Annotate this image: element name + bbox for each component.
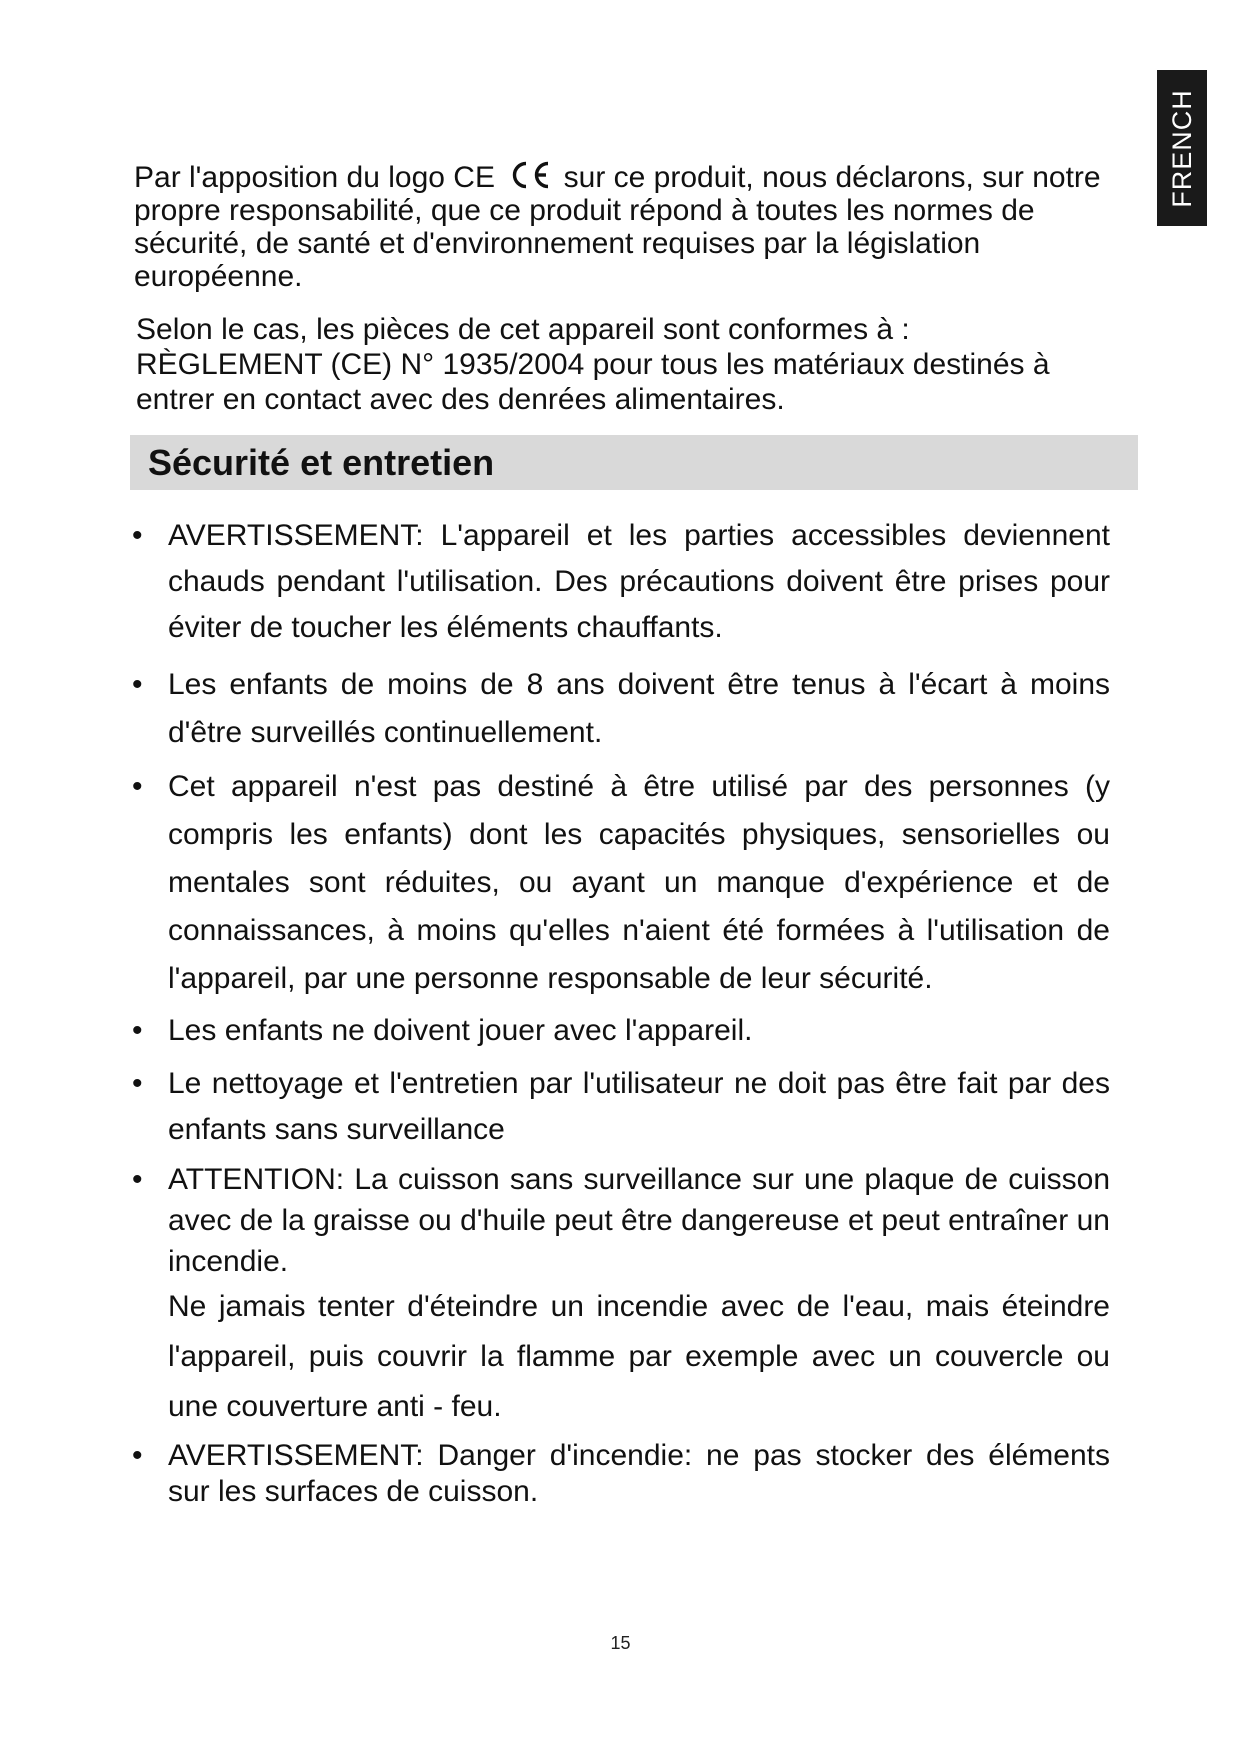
regulation-line-2: RÈGLEMENT (CE) N° 1935/2004 pour tous les matériaux destinés à entrer en contact avec des denrées alimentaires.: [136, 348, 1050, 416]
bullet-icon: •: [132, 1163, 143, 1196]
list-item: [130, 1061, 1110, 1153]
section-title: Sécurité et entretien: [148, 441, 495, 483]
bullet-icon: •: [132, 668, 143, 701]
list-item: [130, 763, 1110, 1003]
section-header: [130, 435, 1138, 490]
ce-declaration-start: Par l'apposition du logo CE: [134, 161, 495, 194]
ce-mark-icon: [507, 160, 551, 190]
list-item-followup: Ne jamais tenter d'éteindre un incendie avec de l'eau, mais éteindre l'appareil, puis couvrir la flamme par exemple avec un couvercle ou une couverture anti - feu.: [168, 1290, 1110, 1423]
list-item-text: ATTENTION: La cuisson sans surveillance sur une plaque de cuisson avec de la graisse ou d'huile peut être dangereuse et peut entraîner un incendie.: [168, 1163, 1110, 1278]
list-item-text: AVERTISSEMENT: Danger d'incendie: ne pas stocker des éléments sur les surfaces de cuisson.: [168, 1439, 1110, 1508]
list-item-text: AVERTISSEMENT: L'appareil et les parties accessibles deviennent chauds pendant l'utilisation. Des précautions doivent être prises pour éviter de toucher les éléments chauffants.: [168, 519, 1110, 644]
list-item-text: Les enfants de moins de 8 ans doivent être tenus à l'écart à moins d'être surveillés continuellement.: [168, 668, 1110, 749]
regulation-line-1: Selon le cas, les pièces de cet appareil sont conformes à :: [136, 313, 910, 346]
safety-list: [130, 513, 1110, 1510]
list-item: [130, 1438, 1110, 1510]
list-item-text: Le nettoyage et l'entretien par l'utilisateur ne doit pas être fait par des enfants sans surveillance: [168, 1067, 1110, 1146]
language-tab: [1157, 70, 1207, 226]
bullet-icon: •: [132, 1439, 143, 1472]
list-item: [130, 1159, 1110, 1432]
list-item: [130, 1011, 1110, 1051]
ce-declaration-rest: sur ce produit, nous déclarons, sur notre propre responsabilité, que ce produit répond à toutes les normes de sécurité, de santé et d'environnement requises par la législation européenne.: [134, 161, 1101, 293]
list-item: [130, 661, 1110, 757]
bullet-icon: •: [132, 519, 143, 552]
list-item-text: Les enfants ne doivent jouer avec l'appareil.: [168, 1014, 753, 1047]
bullet-icon: •: [132, 770, 143, 803]
bullet-icon: •: [132, 1014, 143, 1047]
language-label: FRENCH: [1166, 88, 1197, 208]
ce-declaration: [134, 160, 1124, 293]
page-number: 15: [610, 1633, 631, 1653]
bullet-icon: •: [132, 1067, 143, 1100]
list-item: [130, 513, 1110, 651]
list-item-text: Cet appareil n'est pas destiné à être utilisé par des personnes (y compris les enfants) dont les capacités physiques, sensorielles ou mentales sont réduites, ou ayant un manque d'expérience et de connaissances, à moins qu'elles n'aient été formées à l'utilisation de l'appareil, par une personne responsable de leur sécurité.: [168, 770, 1110, 995]
regulation-block: [136, 312, 1116, 417]
